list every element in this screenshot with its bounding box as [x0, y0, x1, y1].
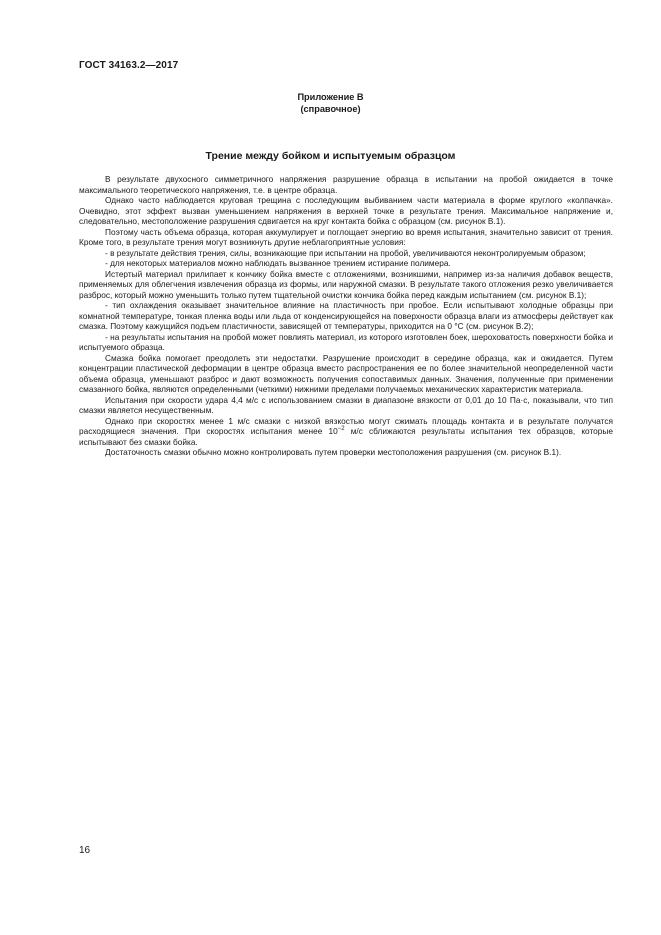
page-number: 16	[79, 845, 91, 856]
paragraph-low-speed-text-end: м/с сближаются результаты испытания тех образцов, которые испытывают без смазки бойка.	[79, 426, 613, 447]
annex-subtitle: (справочное)	[300, 104, 361, 114]
paragraph-low-speed-text: Однако при скоростях менее 1 м/с смазки с низкой вязкостью могут сжимать площадь контакта и в результате получатся расходящиеся значения. При скоростях испытания менее 10	[79, 415, 613, 436]
paragraph: Поэтому часть объема образца, которая аккумулирует и поглощает энергию во время испытания, значительно зависит от трения. Кроме того, в результате трения могут возникнуть другие неблагоприятные условия:	[79, 226, 613, 247]
paragraph: В результате двухосного симметричного напряжения разрушение образца в испытании на пробой ожидается в точке максимального теоретического напряжения, т.е. в центре образца.	[79, 174, 613, 195]
paragraph-low-speed	[79, 416, 613, 448]
standard-header: ГОСТ 34163.2—2017	[79, 60, 179, 71]
annex-title: Приложение В	[297, 92, 364, 102]
list-item: - на результаты испытания на пробой может повлиять материал, из которого изготовлен боек, шероховатость поверхности бойка и испытуемого образца.	[79, 331, 613, 352]
paragraph: Смазка бойка помогает преодолеть эти недостатки. Разрушение происходит в середине образца, как и ожидается. Путем концентрации пластической деформации в центре образца вместо распространения ее по более значительной неопределенной части объема образца, уменьшают разброс и дают возможность получения сопоставимых данных. Значения, полученные при применении смазанного бойка, являются определенными (четкими) нижними пределами получаемых механических характеристик материала.	[79, 352, 613, 394]
exponent: −2	[337, 426, 345, 433]
document-body	[79, 174, 613, 458]
list-item: - в результате действия трения, силы, возникающие при испытании на пробой, увеличиваются неконтролируемым образом;	[105, 247, 586, 258]
paragraph: Однако часто наблюдается круговая трещина с последующим выбиванием части материала в форме круглого «колпачка». Очевидно, этот эффект вызван уменьшением напряжения в верхней точке в результате трения. Максимальное напряжение и, следовательно, местоположение разрушения сдвигается на круг контакта бойка с образцом (см. рисунок В.1).	[79, 195, 613, 226]
paragraph: Достаточность смазки обычно можно контролировать путем проверки местоположения разрушения (см. рисунок В.1).	[105, 447, 562, 457]
list-item: - тип охлаждения оказывает значительное влияние на пластичность при пробое. Если испытывают холодные образцы при комнатной температуре, тонкая пленка воды или льда от конденсирующейся на поверхности образца влаги из атмосферы действует как смазка. Поэтому кажущийся подъем пластичности, зависящей от температуры, приходится на 0 °С (см. рисунок В.2);	[79, 300, 613, 331]
list-item: - для некоторых материалов можно наблюдать вызванное трением истирание полимера.	[105, 258, 451, 268]
paragraph: Испытания при скорости удара 4,4 м/с с использованием смазки в диапазоне вязкости от 0,01 до 10 Па·с, показывали, что тип смазки является несущественным.	[79, 394, 613, 415]
paragraph: Истертый материал прилипает к кончику бойка вместе с отложениями, возникшими, например из-за наличия добавок веществ, применяемых для облегчения извлечения образца из формы, или наружной смазки. В результате такого отложения резко увеличивается разброс, который можно уменьшить только путем тщательной очистки кончика бойка перед каждым испытанием (см. рисунок В.1);	[79, 268, 613, 300]
section-title: Трение между бойком и испытуемым образцом	[205, 150, 456, 162]
